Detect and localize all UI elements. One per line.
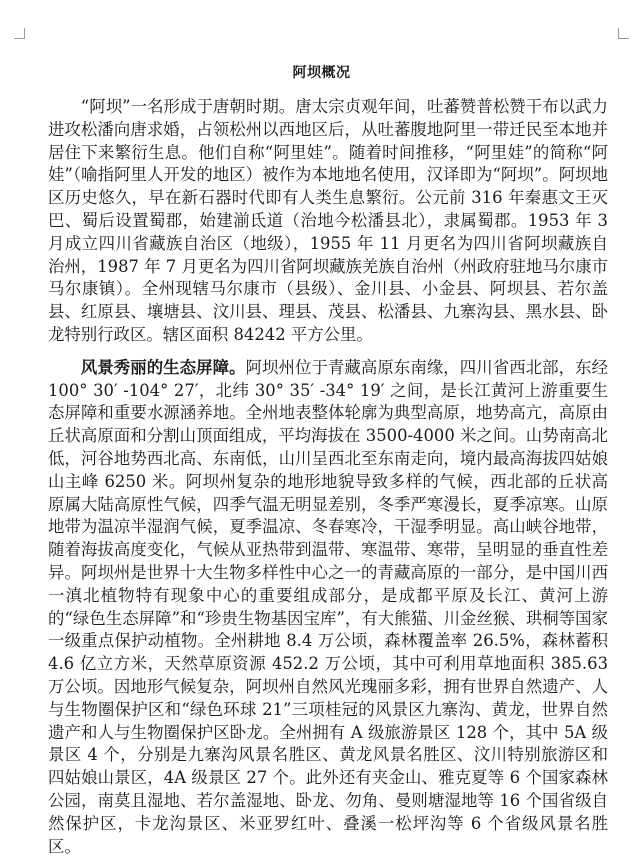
document-body: [48, 96, 608, 858]
crop-mark-top-left: [14, 28, 25, 39]
paragraph-history-text: “阿坝”一名形成于唐朝时期。唐太宗贞观年间，吐蕃赞普松赞干布以武力进攻松潘向唐求婚，占领松州以西地区后，从吐蕃腹地阿里一带迁民至本地并居住下来繁衍生息。他们自称“阿里娃”。随着时间推移，“阿里娃”的简称“阿娃”（喻指阿里人开发的地区）被作为本地地名使用，汉译即为“阿坝”。阿坝地区历史悠久，早在新石器时代即有人类生息繁衍。公元前 316 年秦惠文王灭巴、蜀后设置蜀郡，始建湔氐道（治地今松潘县北），隶属蜀郡。1953 年 3 月成立四川省藏族自治区（地级），1955 年 11 月更名为四川省阿坝藏族自治州，1987 年 7 月更名为四川省阿坝藏族羌族自治州（州政府驻地马尔康市马尔康镇）。全州现辖马尔康市（县级）、金川县、小金县、阿坝县、若尔盖县、红原县、壤塘县、汶川县、理县、茂县、松潘县、九寨沟县、黑水县、卧龙特别行政区。辖区面积 84242 平方公里。: [48, 97, 608, 344]
page-title: 阿坝概况: [292, 65, 351, 81]
paragraph-ecology-text: 阿坝州位于青藏高原东南缘，四川省西北部，东经 100° 30′ -104° 27′，北纬 30° 35′ -34° 19′ 之间，是长江黄河上游重要生态屏障和重要水源涵养地。全州地表整体轮廓为典型高原，地势高亢，高原由丘状高原面和分割山顶面组成，平均海拔在 3500-4000 米之间。山势南高北低，河谷地势西北高、东南低，山川呈西北至东南走向，境内最高海拔四姑娘山主峰 6250 米。阿坝州复杂的地形地貌导致多样的气候，西北部的丘状高原属大陆高原性气候，四季气温无明显差别，冬季严寒漫长，夏季凉寒。山原地带为温凉半湿润气候，夏季温凉、冬春寒冷，干湿季明显。高山峡谷地带，随着海拔高度变化，气候从亚热带到温带、寒温带、寒带，呈明显的垂直性差异。阿坝州是世界十大生物多样性中心之一的青藏高原的一部分，是中国川西一滇北植物特有现象中心的重要组成部分，是成都平原及长江、黄河上游的“绿色生态屏障”和“珍贵生物基因宝库”，有大熊猫、川金丝猴、珙桐等国家一级重点保护动植物。全州耕地 8.4 万公顷，森林覆盖率 26.5%，森林蓄积 4.6 亿立方米，天然草原资源 452.2 万公顷，其中可利用草地面积 385.63 万公顷。因地形气候复杂，阿坝州自然风光瑰丽多彩，拥有世界自然遗产、人与生物圈保护区和“绿色环球 21”三项桂冠的风景区九寨沟、黄龙，世界自然遗产和人与生物圈保护区卧龙。全州拥有 A 级旅游景区 128 个，其中 5A 级景区 4 个，分别是九寨沟风景名胜区、黄龙风景名胜区、汶川特别旅游区和四姑娘山景区，4A 级景区 27 个。此外还有夹金山、雅克夏等 6 个国家森林公园，南莫且湿地、若尔盖湿地、卧龙、勿角、曼则塘湿地等 16 个国省级自然保护区，卡龙沟景区、米亚罗红叶、叠溪一松坪沟等 6 个省级风景名胜区。: [48, 357, 609, 856]
crop-mark-top-right: [618, 28, 629, 39]
paragraph-ecology: [48, 357, 608, 858]
paragraph-history: [48, 96, 608, 347]
paragraph-ecology-heading: 风景秀丽的生态屏障。: [80, 357, 246, 377]
